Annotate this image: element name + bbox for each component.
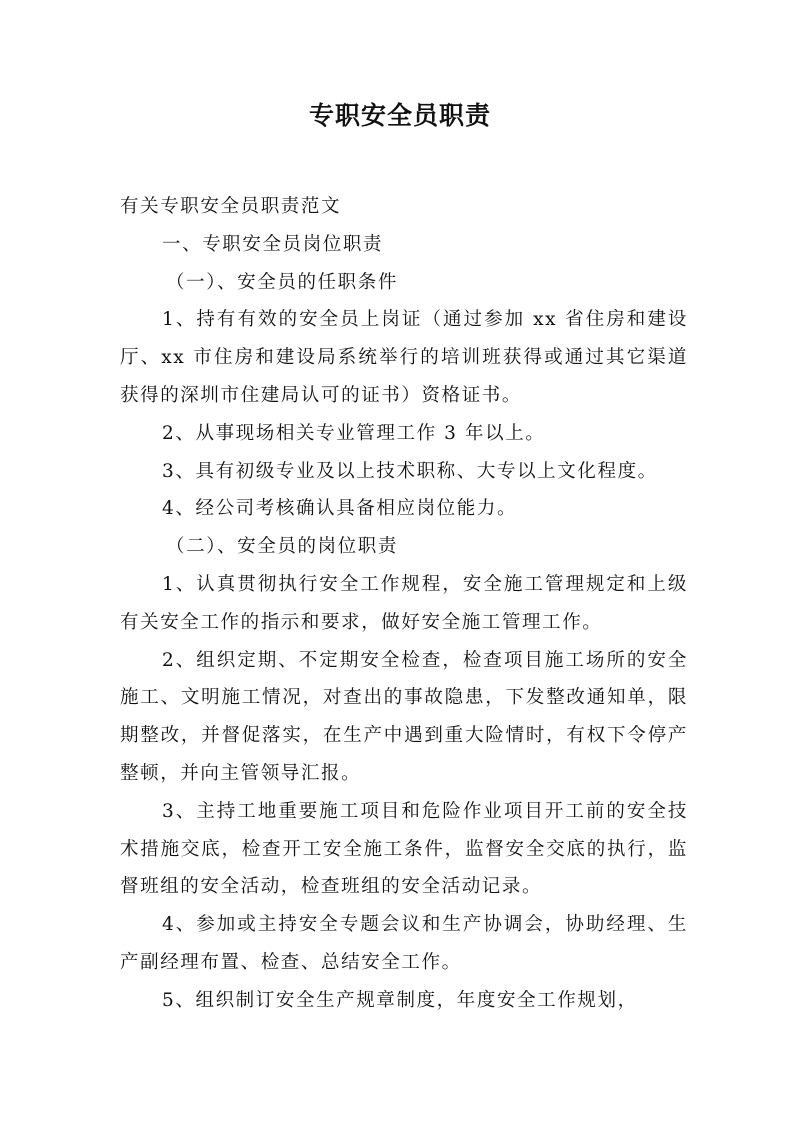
intro-line: 有关专职安全员职责范文 — [120, 196, 342, 217]
duty-paragraph: 1、认真贯彻执行安全工作规程，安全施工管理规定和上级有关安全工作的指示和要求，做好安全施工管理工作。 — [120, 573, 688, 633]
document-title: 专职安全员职责 — [308, 101, 491, 130]
section-heading: 一、专职安全员岗位职责 — [162, 233, 384, 255]
requirement-paragraph: 3、具有初级专业及以上技术职称、大专以上文化程度。 — [162, 460, 658, 482]
requirement-paragraph: 4、经公司考核确认具备相应岗位能力。 — [162, 498, 518, 520]
duty-paragraph: 2、组织定期、不定期安全检查，检查项目施工场所的安全施工、文明施工情况，对查出的事故隐患，下发整改通知单，限期整改，并督促落实，在生产中遇到重大险情时，有权下令停产整顿，并向主管领导汇报。 — [120, 649, 688, 784]
duty-paragraph: 4、参加或主持安全专题会议和生产协调会，协助经理、生产副经理布置、检查、总结安全工作。 — [120, 914, 688, 973]
document-body — [120, 188, 688, 1020]
subsection-heading: （一）、安全员的任职条件 — [166, 271, 398, 293]
requirement-paragraph: 2、从事现场相关专业管理工作 3 年以上。 — [162, 422, 546, 444]
duty-paragraph: 5、组织制订安全生产规章制度，年度安全工作规划， — [162, 989, 638, 1011]
requirement-paragraph: 1、持有有效的安全员上岗证（通过参加 xx 省住房和建设厅、xx 市住房和建设局系统举行的培训班获得或通过其它渠道获得的深圳市住建局认可的证书）资格证书。 — [120, 309, 688, 406]
subsection-heading: （二）、安全员的岗位职责 — [166, 536, 398, 558]
duty-paragraph: 3、主持工地重要施工项目和危险作业项目开工前的安全技术措施交底，检查开工安全施工条件，监督安全交底的执行，监督班组的安全活动，检查班组的安全活动记录。 — [120, 800, 688, 898]
